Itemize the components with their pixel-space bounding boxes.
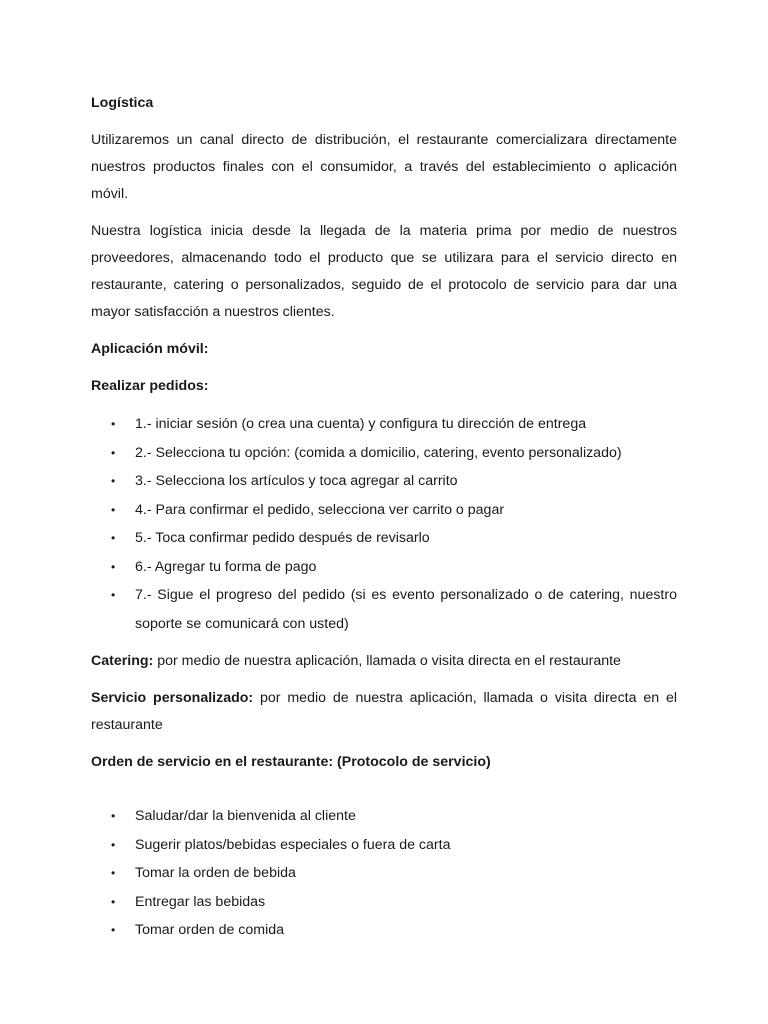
service-order-heading: Orden de servicio en el restaurante: (Protocolo de servicio) <box>91 754 491 770</box>
list-item-text: Tomar la orden de bebida <box>135 865 296 881</box>
logistica-paragraph-2: Nuestra logística inicia desde la llegada de la materia prima por medio de nuestros proveedores, almacenando todo el producto que se utilizara para el servicio directo en restaurante, catering o personalizados, seguido de el protocolo de servicio para dar una mayor satisfacción a nuestros clientes. <box>91 223 677 320</box>
list-item <box>91 802 677 831</box>
list-item <box>91 888 677 917</box>
spacer <box>91 786 677 802</box>
bullet-icon: • <box>111 923 116 937</box>
list-item <box>91 859 677 888</box>
bullet-icon: • <box>111 894 116 909</box>
list-item <box>91 410 677 439</box>
bullet-icon: • <box>111 417 116 431</box>
list-item <box>91 581 677 638</box>
service-protocol-list <box>91 802 677 945</box>
catering-paragraph <box>91 648 677 675</box>
catering-label: Catering: <box>91 653 154 669</box>
catering-text: por medio de nuestra aplicación, llamada o visita directa en el restaurante <box>153 653 621 669</box>
bullet-icon: • <box>111 531 116 545</box>
list-item <box>91 524 677 553</box>
bullet-icon: • <box>111 588 116 602</box>
document-page <box>91 90 677 955</box>
personalizado-paragraph <box>91 685 677 739</box>
list-item-text: 2.- Selecciona tu opción: (comida a domicilio, catering, evento personalizado) <box>135 444 622 461</box>
logistica-heading: Logística <box>91 95 154 111</box>
list-item <box>91 467 677 496</box>
bullet-icon: • <box>111 559 116 574</box>
list-item-text: 4.- Para confirmar el pedido, selecciona ver carrito o pagar <box>135 501 505 518</box>
bullet-icon: • <box>111 502 116 517</box>
list-item-text: Sugerir platos/bebidas especiales o fuera de carta <box>135 836 451 853</box>
bullet-icon: • <box>111 837 116 852</box>
list-item <box>91 553 677 582</box>
list-item-text: 7.- Sigue el progreso del pedido (si es evento personalizado o de catering, nuestro soporte se comunicará con usted) <box>135 587 677 632</box>
list-item-text: 1.- iniciar sesión (o crea una cuenta) y configura tu dirección de entrega <box>135 416 587 432</box>
app-heading: Aplicación móvil: <box>91 341 209 357</box>
list-item-text: Entregar las bebidas <box>135 893 266 910</box>
bullet-icon: • <box>111 809 116 823</box>
bullet-icon: • <box>111 445 116 460</box>
logistica-paragraph-1: Utilizaremos un canal directo de distribución, el restaurante comercializara directamente nuestros productos finales con el consumidor, a través del establecimiento o aplicación móvil. <box>91 132 677 202</box>
personalizado-text: por medio de nuestra aplicación, llamada o visita directa en el restaurante <box>91 690 678 733</box>
list-item-text: 3.- Selecciona los artículos y toca agregar al carrito <box>135 473 458 489</box>
list-item-text: 6.- Agregar tu forma de pago <box>135 558 317 575</box>
list-item <box>91 496 677 525</box>
list-item <box>91 916 677 945</box>
list-item-text: 5.- Toca confirmar pedido después de revisarlo <box>135 530 430 546</box>
personalizado-label: Servicio personalizado: <box>91 690 254 706</box>
list-item-text: Tomar orden de comida <box>135 922 285 938</box>
list-item-text: Saludar/dar la bienvenida al cliente <box>135 808 356 824</box>
orders-subheading: Realizar pedidos: <box>91 378 209 394</box>
order-steps-list <box>91 410 677 638</box>
bullet-icon: • <box>111 474 116 488</box>
list-item <box>91 831 677 860</box>
bullet-icon: • <box>111 866 116 880</box>
list-item <box>91 439 677 468</box>
